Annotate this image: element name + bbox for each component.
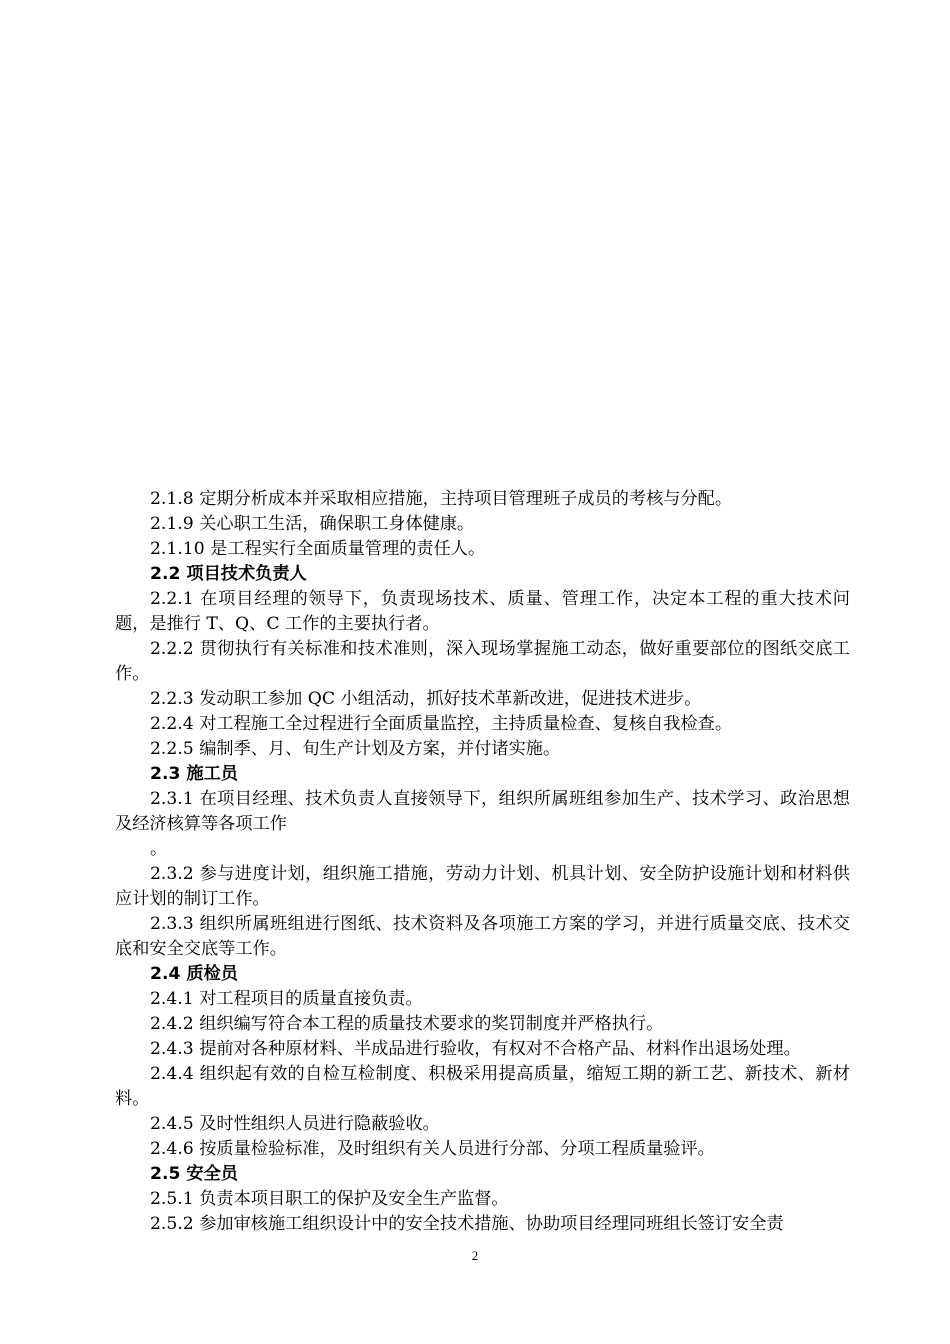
section-heading: 2.5 安全员: [150, 1164, 238, 1184]
section-heading: 2.3 施工员: [150, 764, 238, 784]
paragraph: 2.3.3 组织所属班组进行图纸、技术资料及各项施工方案的学习，并进行质量交底、技术交底和安全交底等工作。: [115, 914, 850, 959]
paragraph: 2.3.2 参与进度计划，组织施工措施，劳动力计划、机具计划、安全防护设施计划和材料供应计划的制订工作。: [115, 864, 850, 909]
paragraph: 2.4.4 组织起有效的自检互检制度、积极采用提高质量，缩短工期的新工艺、新技术、新材料。: [115, 1064, 850, 1109]
section-heading: 2.2 项目技术负责人: [150, 564, 307, 584]
paragraph: 2.1.10 是工程实行全面质量管理的责任人。: [150, 539, 486, 559]
paragraph: 2.2.5 编制季、月、旬生产计划及方案，并付诸实施。: [150, 739, 561, 759]
document-body: [115, 487, 850, 1237]
paragraph: 2.4.1 对工程项目的质量直接负责。: [150, 989, 423, 1009]
section-heading: 2.4 质检员: [150, 964, 238, 984]
paragraph: 2.1.8 定期分析成本并采取相应措施，主持项目管理班子成员的考核与分配。: [150, 489, 733, 509]
paragraph: 。: [150, 839, 168, 859]
paragraph: 2.2.3 发动职工参加 QC 小组活动，抓好技术革新改进，促进技术进步。: [150, 689, 702, 709]
paragraph: 2.2.2 贯彻执行有关标准和技术准则，深入现场掌握施工动态，做好重要部位的图纸交底工作。: [115, 639, 850, 684]
paragraph: 2.4.3 提前对各种原材料、半成品进行验收，有权对不合格产品、材料作出退场处理。: [150, 1039, 801, 1059]
paragraph: 2.2.4 对工程施工全过程进行全面质量监控，主持质量检查、复核自我检查。: [150, 714, 733, 734]
paragraph: 2.4.6 按质量检验标准，及时组织有关人员进行分部、分项工程质量验评。: [150, 1139, 715, 1159]
paragraph: 2.3.1 在项目经理、技术负责人直接领导下，组织所属班组参加生产、技术学习、政治思想及经济核算等各项工作: [115, 789, 850, 834]
paragraph: 2.2.1 在项目经理的领导下，负责现场技术、质量、管理工作，决定本工程的重大技术问题，是推行 T、Q、C 工作的主要执行者。: [115, 589, 850, 634]
paragraph: 2.5.2 参加审核施工组织设计中的安全技术措施、协助项目经理同班组长签订安全责: [150, 1214, 784, 1234]
paragraph: 2.5.1 负责本项目职工的保护及安全生产监督。: [150, 1189, 509, 1209]
paragraph: 2.4.5 及时性组织人员进行隐蔽验收。: [150, 1114, 440, 1134]
paragraph: 2.4.2 组织编写符合本工程的质量技术要求的奖罚制度并严格执行。: [150, 1014, 664, 1034]
page-number: 2: [471, 1248, 479, 1263]
paragraph: 2.1.9 关心职工生活，确保职工身体健康。: [150, 514, 475, 534]
